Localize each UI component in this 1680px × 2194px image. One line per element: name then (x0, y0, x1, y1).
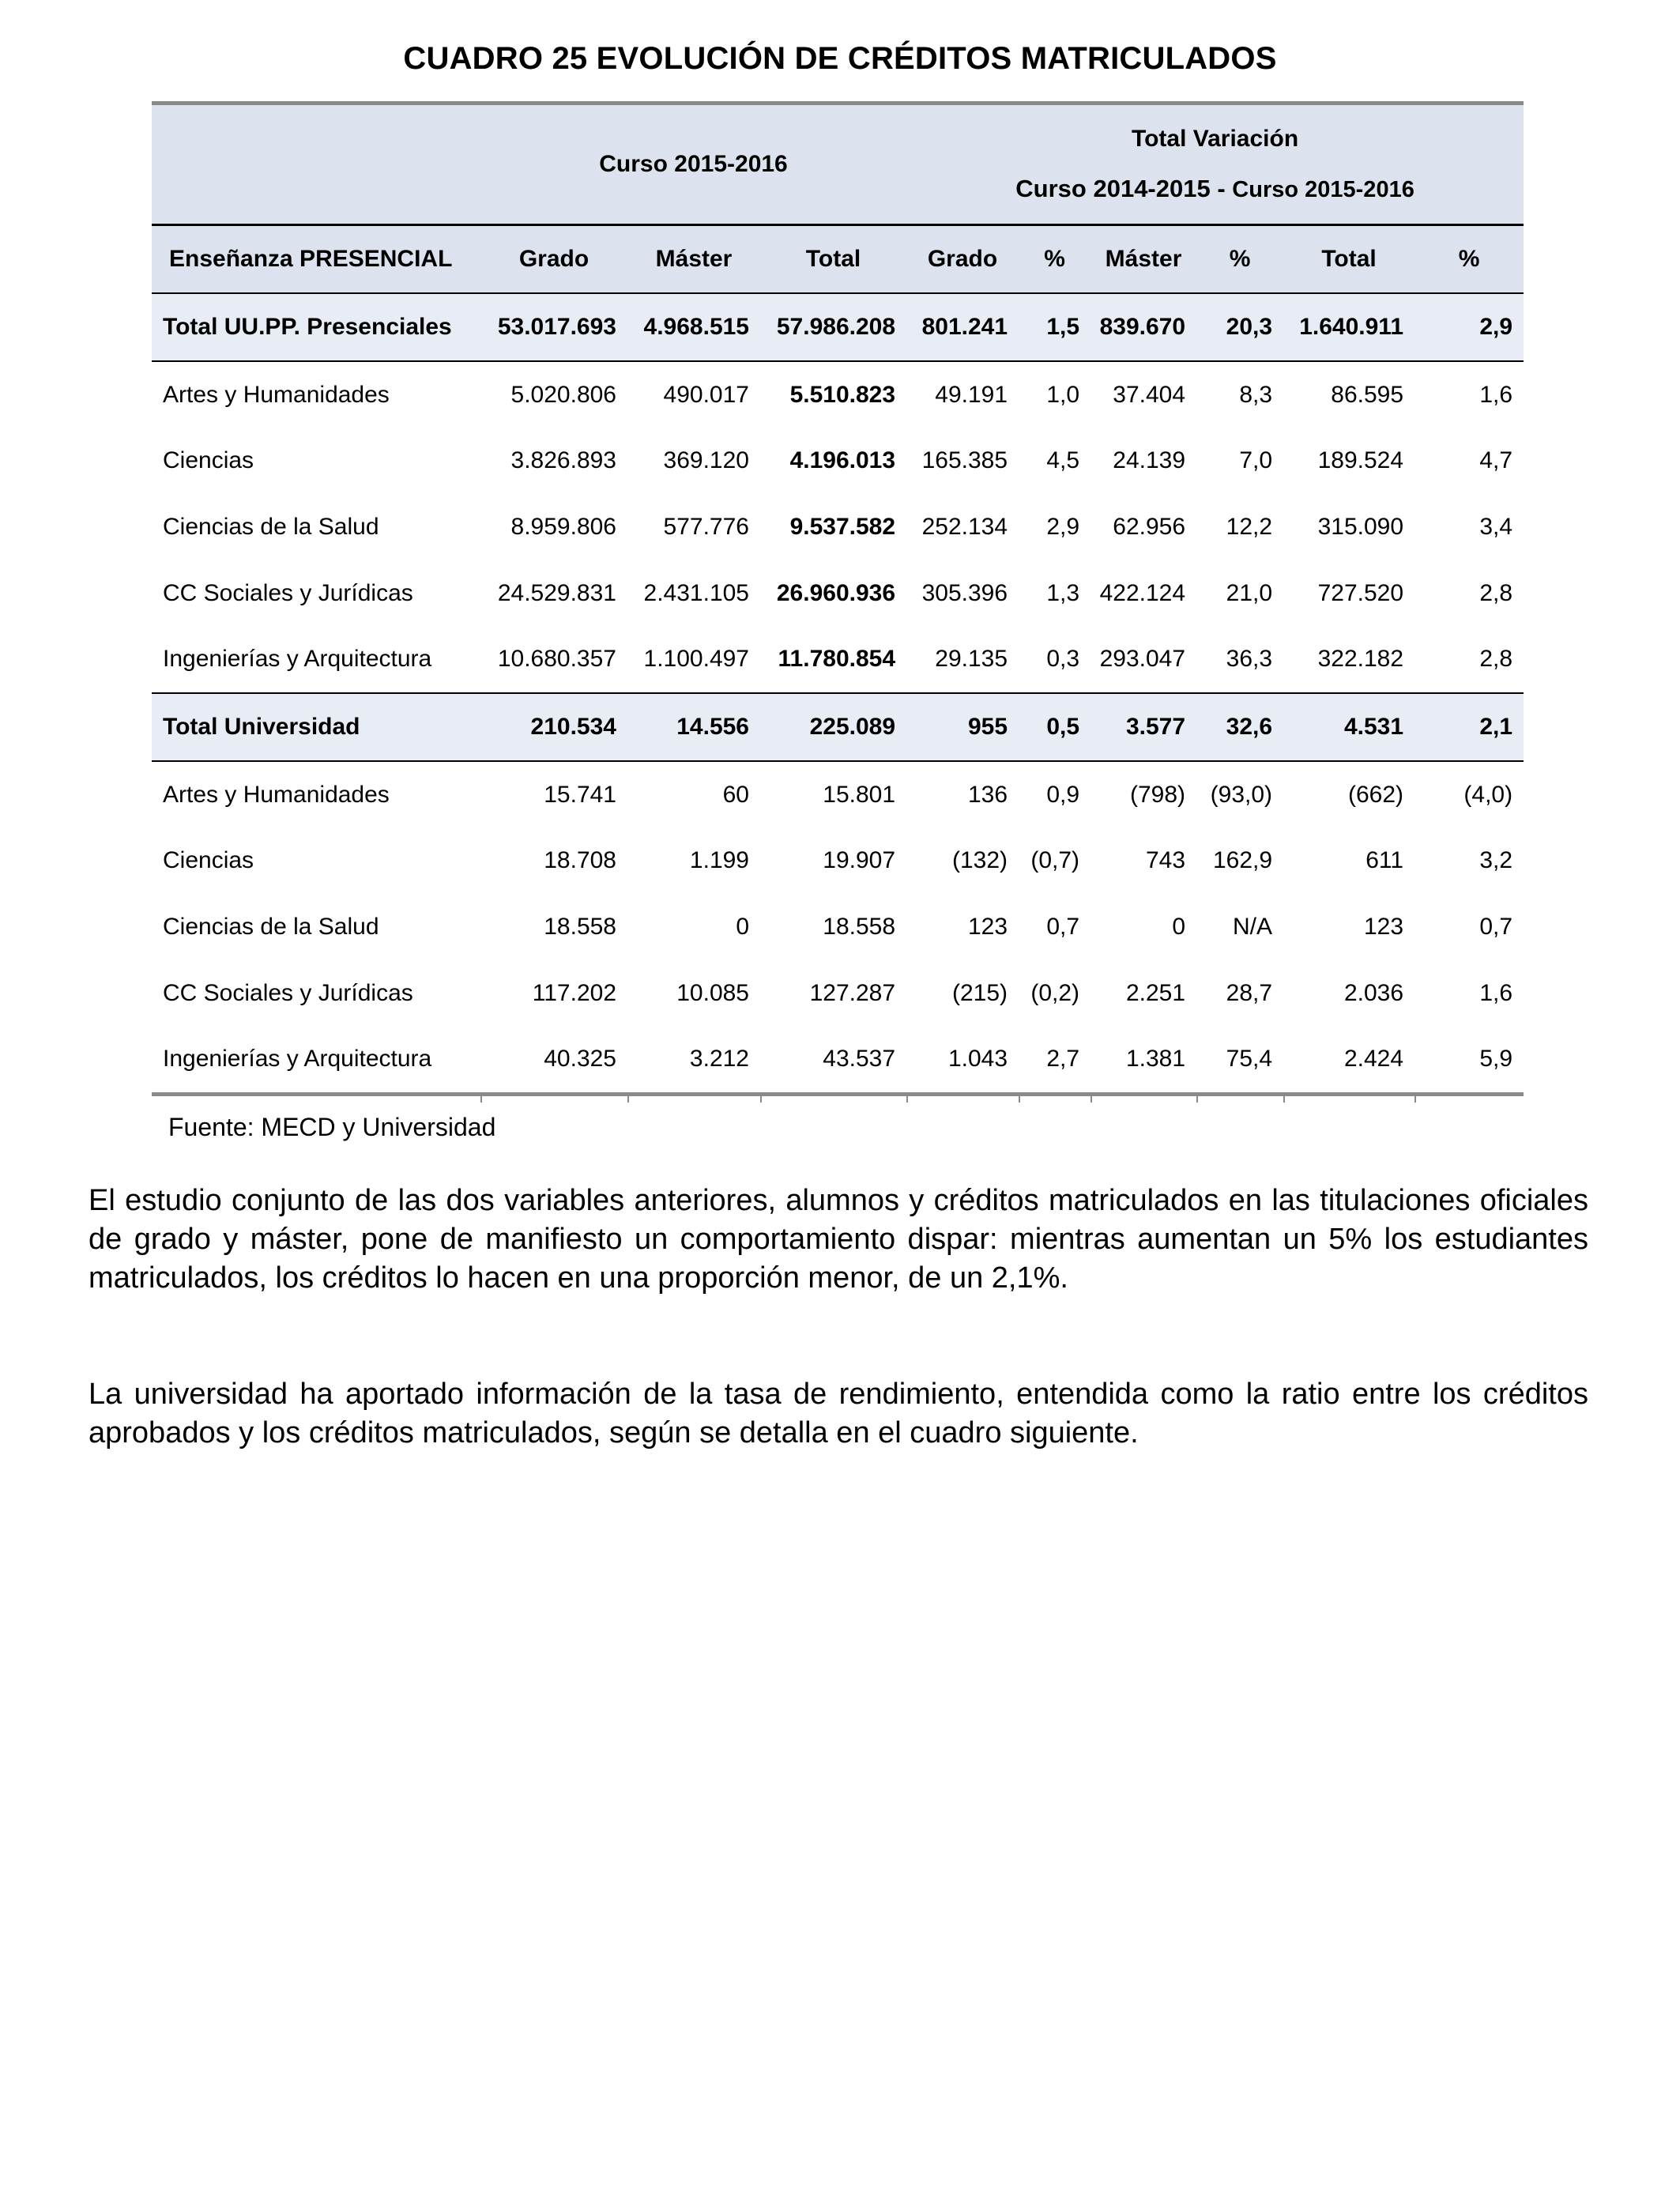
table-cell: 8,3 (1239, 381, 1273, 408)
table-cell: 2,7 (1046, 1046, 1080, 1072)
row-label: Ingenierías y Arquitectura (163, 646, 432, 673)
table-cell: 24.529.831 (497, 579, 616, 606)
table-cell: 839.670 (1090, 293, 1196, 361)
table-cell: 3.577 (1090, 693, 1196, 761)
table-bottom-rule (152, 1092, 1524, 1096)
table-cell: 210.534 (480, 693, 627, 761)
table-row (152, 1026, 1524, 1092)
column-header: % (1019, 225, 1090, 294)
table-cell: 2,9 (1414, 293, 1524, 361)
group-header-blank (152, 104, 480, 225)
table-cell: 743 (1145, 847, 1186, 874)
table-cell: 3.212 (689, 1046, 749, 1072)
table-cell: 18.558 (544, 913, 616, 940)
table-cell: 252.134 (921, 513, 1008, 540)
table-cell: 3.826.893 (510, 447, 616, 474)
table-cell: 123 (967, 913, 1008, 940)
table-cell: 1.381 (1125, 1046, 1186, 1072)
paragraph-1: El estudio conjunto de las dos variables anteriores, alumnos y créditos matriculados en las titulaciones oficiales de grado y máster, pone de manifiesto un comportamiento dispar: mientras aumentan un 5% los estudiantes matriculados, los créditos lo hacen en una proporción menor, de un 2,1%. (89, 1184, 1588, 1295)
table-cell: 0,3 (1046, 646, 1080, 673)
table-cell: 53.017.693 (480, 293, 627, 361)
table-cell: 10.085 (676, 979, 749, 1006)
table-cell: 7,0 (1239, 447, 1273, 474)
column-tick (1090, 1096, 1092, 1103)
table-cell: 0,7 (1479, 913, 1513, 940)
total-row (152, 293, 1524, 361)
period-to: Curso 2015-2016 (1232, 177, 1414, 202)
table-cell: 2.036 (1343, 979, 1404, 1006)
group-curso-label: Curso 2015-2016 (599, 151, 788, 177)
table-cell: 14.556 (627, 693, 760, 761)
table-cell: (662) (1347, 781, 1404, 808)
column-header: Grado (480, 225, 627, 294)
column-tick (1019, 1096, 1020, 1103)
table-cell: 1.100.497 (643, 646, 749, 673)
table-cell: 5.510.823 (789, 381, 896, 408)
table-cell: 86.595 (1331, 381, 1404, 408)
table-title: CUADRO 25 EVOLUCIÓN DE CRÉDITOS MATRICULADOS (403, 41, 1277, 76)
table-column-header (152, 225, 1524, 294)
table-row (152, 428, 1524, 495)
table-cell: 18.708 (544, 847, 616, 874)
table-cell: 162,9 (1212, 847, 1273, 874)
table-cell: 1.199 (689, 847, 749, 874)
table-cell: 32,6 (1196, 693, 1283, 761)
table-cell: 0,5 (1019, 693, 1090, 761)
table-cell: 4,5 (1046, 447, 1080, 474)
table-cell: (4,0) (1463, 781, 1513, 808)
table-cell: 2.251 (1125, 979, 1186, 1006)
table-cell: (132) (951, 847, 1008, 874)
table-cell: 5,9 (1479, 1046, 1513, 1072)
column-header: Enseñanza PRESENCIAL (152, 225, 480, 294)
table-cell: 117.202 (532, 979, 616, 1006)
column-header: Total (1283, 225, 1414, 294)
table-cell: (0,2) (1030, 979, 1080, 1006)
paragraph-2: La universidad ha aportado información de la tasa de rendimiento, entendida como la ratio entre los créditos aprobados y los créditos matriculados, según se detalla en el cuadro siguiente. (89, 1378, 1588, 1449)
credits-table (152, 101, 1524, 1092)
row-label: Artes y Humanidades (163, 381, 390, 408)
table-cell: 12,2 (1226, 513, 1273, 540)
table-cell: 1,3 (1046, 579, 1080, 606)
table-cell: (215) (951, 979, 1008, 1006)
table-cell: 293.047 (1099, 646, 1186, 673)
table-cell: 127.287 (809, 979, 896, 1006)
table-cell: 24.139 (1113, 447, 1186, 474)
table-cell: 11.780.854 (778, 646, 896, 673)
period-separator: - (1210, 175, 1233, 202)
table-cell: 315.090 (1317, 513, 1404, 540)
row-label: Ingenierías y Arquitectura (163, 1046, 432, 1072)
column-header: Total (760, 225, 906, 294)
column-ticks (152, 1096, 1524, 1104)
table-cell: 60 (722, 781, 749, 808)
table-cell: 2.431.105 (643, 579, 749, 606)
table-cell: 0 (736, 913, 749, 940)
row-label: Total Universidad (152, 693, 480, 761)
table-cell: N/A (1233, 913, 1273, 940)
table-cell: 43.537 (823, 1046, 896, 1072)
table-cell: 15.741 (544, 781, 616, 808)
row-label: CC Sociales y Jurídicas (163, 579, 413, 606)
table-cell: 0 (1172, 913, 1186, 940)
column-header: Máster (627, 225, 760, 294)
table-cell: 3,2 (1479, 847, 1513, 874)
row-label: CC Sociales y Jurídicas (163, 979, 413, 1006)
table-cell: 57.986.208 (760, 293, 906, 361)
table-cell: 2,8 (1479, 646, 1513, 673)
row-label: Ciencias de la Salud (163, 913, 379, 940)
table-row (152, 894, 1524, 960)
table-cell: 0,9 (1046, 781, 1080, 808)
table-cell: 19.907 (823, 847, 896, 874)
table-row (152, 761, 1524, 828)
table-cell: 5.020.806 (510, 381, 616, 408)
table-cell: 0,7 (1046, 913, 1080, 940)
table-cell: 1,5 (1019, 293, 1090, 361)
row-label: Ciencias (163, 847, 254, 874)
column-tick (1283, 1096, 1285, 1103)
group-header-variacion (906, 104, 1524, 225)
source-note: Fuente: MECD y Universidad (168, 1113, 496, 1141)
total-row (152, 693, 1524, 761)
table-cell: 1,6 (1479, 979, 1513, 1006)
table-cell: 2.424 (1343, 1046, 1404, 1072)
table-cell: 10.680.357 (497, 646, 616, 673)
table-cell: 18.558 (823, 913, 896, 940)
table-cell: 40.325 (544, 1046, 616, 1072)
column-header: % (1414, 225, 1524, 294)
table-cell: 955 (906, 693, 1019, 761)
table-group-header (152, 104, 1524, 225)
table-cell: 305.396 (921, 579, 1008, 606)
table-cell: 26.960.936 (776, 579, 896, 606)
table-cell: 1,0 (1046, 381, 1080, 408)
table-cell: 75,4 (1226, 1046, 1273, 1072)
table-cell: 2,8 (1479, 579, 1513, 606)
column-header: Grado (906, 225, 1019, 294)
table-cell: 189.524 (1317, 447, 1404, 474)
universidad-section (152, 693, 1524, 1092)
table-cell: 801.241 (906, 293, 1019, 361)
table-cell: 577.776 (663, 513, 749, 540)
table-cell: 8.959.806 (510, 513, 616, 540)
table-cell: 15.801 (823, 781, 896, 808)
table-cell: 4.968.515 (627, 293, 760, 361)
table-row (152, 626, 1524, 693)
table-cell: 20,3 (1196, 293, 1283, 361)
group-variacion-period (906, 175, 1524, 203)
group-variacion-title: Total Variación (1131, 126, 1299, 152)
table-cell: 4.531 (1283, 693, 1414, 761)
table-cell: (0,7) (1030, 847, 1080, 874)
table-cell: 611 (1365, 847, 1404, 874)
column-tick (1196, 1096, 1198, 1103)
table-cell: 2,1 (1414, 693, 1524, 761)
table-cell: 225.089 (760, 693, 906, 761)
table-cell: 3,4 (1479, 513, 1513, 540)
table-row (152, 560, 1524, 627)
table-cell: 29.135 (935, 646, 1008, 673)
table-cell: 9.537.582 (789, 513, 896, 540)
table-cell: 36,3 (1226, 646, 1273, 673)
column-tick (1414, 1096, 1416, 1103)
table-cell: 1.640.911 (1283, 293, 1414, 361)
table-cell: 49.191 (935, 381, 1008, 408)
presencial-section (152, 293, 1524, 693)
row-label: Artes y Humanidades (163, 781, 390, 808)
column-header: % (1196, 225, 1283, 294)
table-cell: (798) (1129, 781, 1186, 808)
column-tick (760, 1096, 762, 1103)
table-cell: 2,9 (1046, 513, 1080, 540)
table-cell: 369.120 (663, 447, 749, 474)
table-row (152, 828, 1524, 895)
table-row (152, 960, 1524, 1027)
row-label: Total UU.PP. Presenciales (152, 293, 480, 361)
table-row (152, 494, 1524, 560)
period-from: Curso 2014-2015 (1015, 175, 1211, 202)
table-row (152, 361, 1524, 428)
column-tick (906, 1096, 908, 1103)
table-cell: 165.385 (921, 447, 1008, 474)
credits-table-container (152, 101, 1524, 1096)
table-cell: 727.520 (1317, 579, 1404, 606)
column-header: Máster (1090, 225, 1196, 294)
table-cell: 322.182 (1317, 646, 1404, 673)
table-cell: (93,0) (1210, 781, 1273, 808)
row-label: Ciencias de la Salud (163, 513, 379, 540)
table-cell: 28,7 (1226, 979, 1273, 1006)
table-cell: 4,7 (1479, 447, 1513, 474)
table-cell: 490.017 (663, 381, 749, 408)
column-tick (480, 1096, 482, 1103)
table-cell: 1,6 (1479, 381, 1513, 408)
table-cell: 1.043 (947, 1046, 1008, 1072)
table-cell: 123 (1363, 913, 1404, 940)
table-cell: 21,0 (1226, 579, 1273, 606)
table-cell: 4.196.013 (789, 447, 896, 474)
row-label: Ciencias (163, 447, 254, 474)
table-cell: 136 (967, 781, 1008, 808)
table-cell: 62.956 (1113, 513, 1186, 540)
column-tick (627, 1096, 629, 1103)
table-cell: 422.124 (1099, 579, 1186, 606)
table-cell: 37.404 (1113, 381, 1186, 408)
group-header-curso (480, 104, 906, 225)
